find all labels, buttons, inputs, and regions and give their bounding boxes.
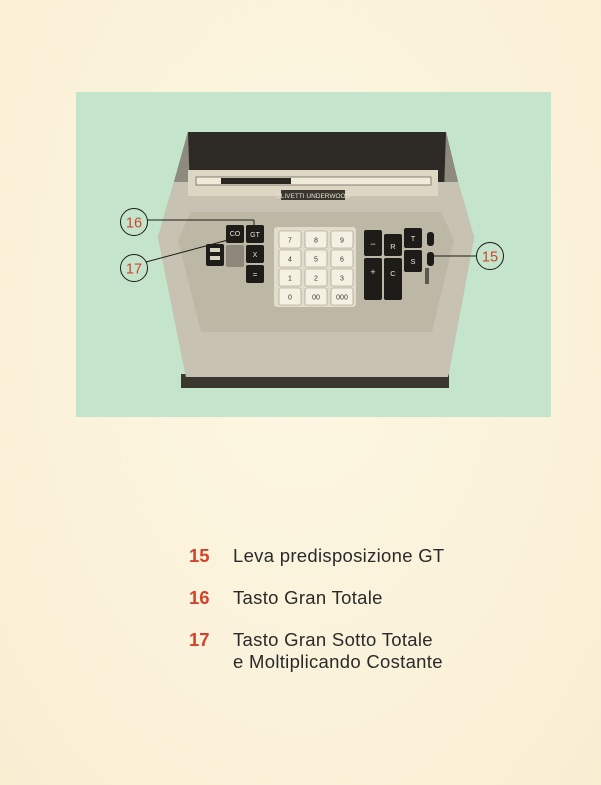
minus-key-label: −: [370, 239, 376, 249]
legend-item-17: [189, 629, 445, 673]
brand-plate-text: OLIVETTI UNDERWOOD: [275, 193, 351, 200]
plus-key[interactable]: [364, 258, 382, 300]
numeric-keypad: [274, 227, 356, 307]
calculator-photo: [76, 92, 551, 417]
numeric-key-label: 5: [314, 256, 318, 264]
lever-slot: [425, 268, 429, 284]
s-key-label: S: [410, 257, 416, 266]
numeric-key-label: 7: [288, 237, 292, 245]
legend-number: 15: [189, 545, 210, 566]
numeric-key-label: 4: [288, 256, 292, 264]
callout-15-number: 15: [481, 249, 499, 266]
co-switch: [206, 244, 224, 266]
legend-item-16: [189, 587, 445, 609]
callout-17-number: 17: [125, 261, 143, 278]
co-switch-marker: [210, 256, 220, 260]
co-key-label: CO: [229, 231, 241, 238]
co-switch-marker: [210, 248, 220, 252]
legend-description: [233, 629, 443, 673]
legend-number: 16: [189, 587, 210, 608]
c-key-label: C: [390, 269, 396, 278]
numeric-key-label: 8: [314, 237, 318, 245]
numeric-key-label: 2: [314, 275, 318, 283]
numeric-key-label: 6: [340, 256, 344, 264]
r-key-label: R: [390, 242, 396, 251]
c-key[interactable]: [384, 258, 402, 300]
legend-line: Tasto Gran Sotto Totale: [233, 629, 433, 650]
legend: [189, 545, 445, 693]
numeric-key-label: 9: [340, 237, 344, 245]
numeric-key-label: 000: [336, 294, 348, 302]
legend-number: 17: [189, 629, 210, 650]
numeric-key-label: 00: [312, 294, 320, 302]
equals-key-label: =: [252, 270, 258, 279]
legend-description: [233, 545, 445, 567]
legend-description: [233, 587, 383, 609]
minus-equals-key[interactable]: [226, 245, 244, 267]
x-key-label: X: [252, 252, 258, 259]
legend-item-15: [189, 545, 445, 567]
numeric-key-label: 3: [340, 275, 344, 283]
numeric-key-label: 1: [288, 275, 292, 283]
display-digits: [221, 178, 291, 184]
lever-upper[interactable]: [427, 232, 434, 246]
legend-line: Tasto Gran Totale: [233, 587, 383, 608]
legend-line: Leva predisposizione GT: [233, 545, 445, 566]
numeric-key-label: 0: [288, 294, 292, 302]
t-key-label: T: [410, 234, 416, 243]
gt-lever[interactable]: [427, 252, 434, 266]
plus-key-label: +: [370, 267, 376, 277]
gt-key-label: GT: [250, 232, 260, 239]
callout-16-number: 16: [125, 215, 143, 232]
legend-line: e Moltiplicando Costante: [233, 651, 443, 672]
